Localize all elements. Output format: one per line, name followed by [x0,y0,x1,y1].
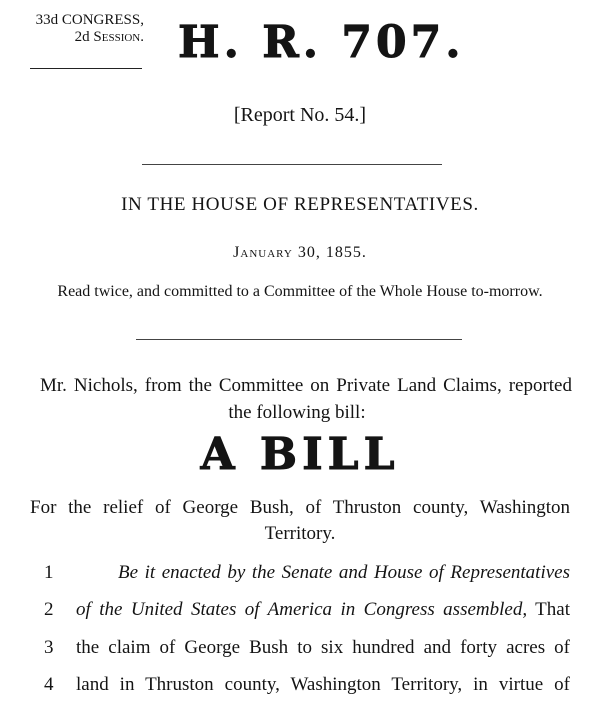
session-line [14,29,144,46]
line-italic-text: Be it enacted by the Senate and House of Representatives [118,562,570,583]
date-line [0,244,600,262]
read-note: Read twice, and committed to a Committee of the Whole House to-morrow. [57,283,543,300]
session-number: 2d [74,29,90,45]
line-number: 4 [44,674,54,695]
reported-by-paragraph: Mr. Nichols, from the Committee on Private Land Claims, reported the following bill: [40,375,572,423]
session-word: Session. [93,29,144,45]
report-number: [Report No. 54.] [233,104,367,126]
line-number: 3 [44,637,54,658]
congress-session-label [14,12,144,46]
line-roman-text: land in Thruston county, Washington Territory, in virtue of [76,674,570,695]
line-text [76,637,570,659]
line-text [118,562,570,584]
date-text: January 30, 1855. [233,244,367,261]
bill-line [30,562,570,588]
line-text [76,674,570,696]
line-roman-text: the claim of George Bush to six hundred and forty acres of [76,637,570,658]
line-number: 1 [44,562,54,583]
bill-title: For the relief of George Bush, of Thruston county, Washington Territory. [30,497,570,544]
house-heading: IN THE HOUSE OF REPRESENTATIVES. [121,194,479,215]
bill-heading: A BILL [200,429,400,480]
line-roman-text: That [527,599,570,620]
congress-underline [30,68,142,69]
congress-line: 33d CONGRESS, [35,12,144,28]
line-number: 2 [44,599,54,620]
divider-rule [142,164,442,165]
bill-number: H. R. 707. [178,17,465,68]
bill-line [30,674,570,700]
bill-line [30,599,570,625]
divider-rule [136,339,462,340]
line-italic-text: of the United States of America in Congress assembled, [76,599,528,620]
line-text [76,599,570,621]
bill-line [30,637,570,663]
